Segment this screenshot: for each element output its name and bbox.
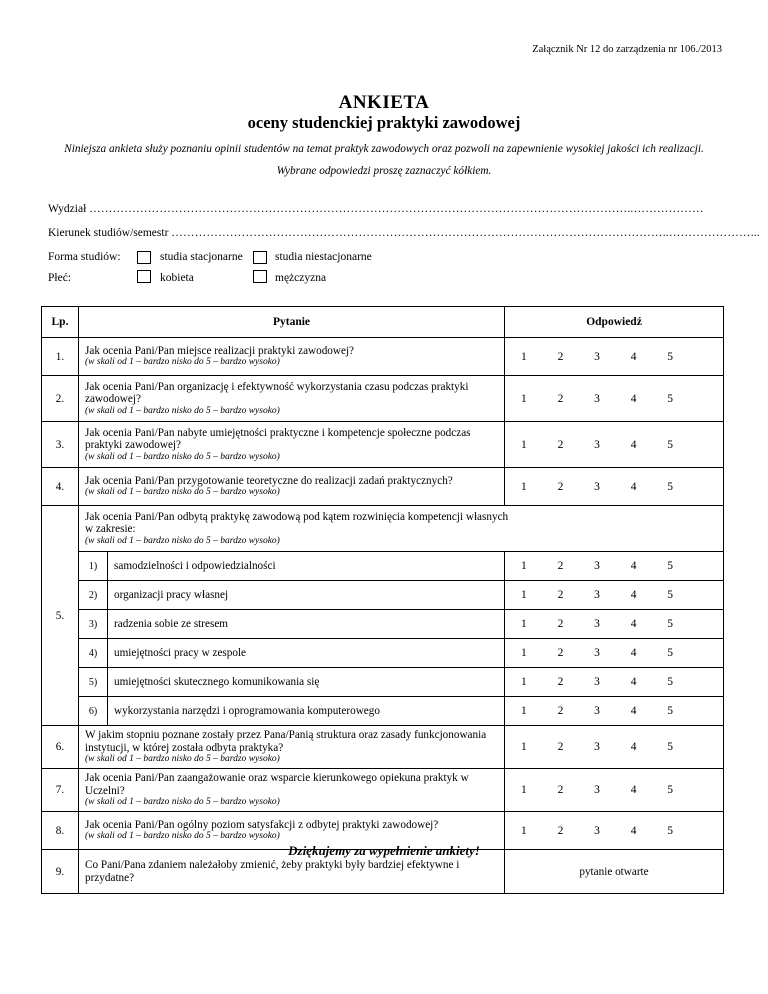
- scale-3[interactable]: 3: [594, 784, 600, 796]
- scale-1[interactable]: 1: [521, 589, 527, 601]
- question-text: [79, 422, 505, 468]
- scale-1[interactable]: 1: [521, 618, 527, 630]
- scale-1[interactable]: 1: [521, 560, 527, 572]
- male-checkbox[interactable]: [253, 270, 267, 283]
- question-row: [42, 769, 724, 812]
- scale-5[interactable]: 5: [667, 438, 673, 451]
- question-hint: (w skali od 1 – bardzo nisko do 5 – bardzo wysoko): [85, 535, 280, 546]
- question-text: [79, 506, 724, 552]
- question-label: Jak ocenia Pani/Pan nabyte umiejętności praktyczne i kompetencje społeczne podczas praktyki zawodowej?: [85, 426, 471, 451]
- scale-3[interactable]: 3: [594, 350, 600, 363]
- scale-3[interactable]: 3: [594, 705, 600, 717]
- sub-text: umiejętności skutecznego komunikowania się: [108, 668, 505, 697]
- scale-5[interactable]: 5: [667, 480, 673, 493]
- question-label: Co Pani/Pana zdaniem należałoby zmienić, żeby praktyki były bardziej efektywne i przydatne?: [85, 859, 460, 884]
- scale-5[interactable]: 5: [667, 618, 673, 630]
- scale-4[interactable]: 4: [630, 741, 637, 753]
- question-row: [42, 468, 724, 506]
- question-text: [79, 769, 505, 812]
- scale-5[interactable]: 5: [667, 392, 673, 405]
- scale-2[interactable]: 2: [557, 618, 564, 630]
- scale-2[interactable]: 2: [557, 741, 564, 753]
- question-row: [42, 422, 724, 468]
- scale-4[interactable]: 4: [630, 705, 637, 717]
- answer-scale[interactable]: [505, 581, 724, 610]
- scale-3[interactable]: 3: [594, 589, 600, 601]
- scale-5[interactable]: 5: [667, 676, 673, 688]
- intro-line-1: Niniejsza ankieta służy poznaniu opinii studentów na temat praktyk zawodowych oraz pozwoli na zapewnienie wysokiej jakości ich realizacji.: [64, 143, 704, 155]
- question-text: [79, 726, 505, 769]
- answer-scale[interactable]: [505, 552, 724, 581]
- scale-3[interactable]: 3: [594, 560, 600, 572]
- scale-1[interactable]: 1: [521, 392, 527, 405]
- scale-4[interactable]: 4: [630, 560, 637, 572]
- scale-1[interactable]: 1: [521, 741, 527, 753]
- sub-question-row: [42, 639, 724, 668]
- scale-2[interactable]: 2: [557, 350, 564, 363]
- answer-scale[interactable]: [505, 468, 724, 506]
- scale-5[interactable]: 5: [667, 824, 673, 837]
- answer-scale[interactable]: [505, 376, 724, 422]
- scale-3[interactable]: 3: [594, 647, 600, 659]
- question-label: W jakim stopniu poznane zostały przez Pana/Panią struktura oraz zasady funkcjonowania instytucji, w której została odbyta praktyka?: [85, 729, 487, 754]
- scale-5[interactable]: 5: [667, 350, 673, 363]
- question-hint: (w skali od 1 – bardzo nisko do 5 – bardzo wysoko): [85, 754, 280, 764]
- scale-4[interactable]: 4: [630, 784, 637, 796]
- question-number: 3.: [42, 422, 79, 468]
- scale-5[interactable]: 5: [667, 647, 673, 659]
- col-question: Pytanie: [79, 307, 505, 338]
- col-lp: Lp.: [42, 307, 79, 338]
- sub-question-row: [42, 610, 724, 639]
- male-label: mężczyzna: [275, 272, 327, 284]
- scale-2[interactable]: 2: [557, 589, 564, 601]
- question-number: 5.: [42, 506, 79, 726]
- female-label: kobieta: [160, 272, 194, 284]
- question-number: 1.: [42, 338, 79, 376]
- sub-text: wykorzystania narzędzi i oprogramowania komputerowego: [108, 697, 505, 726]
- scale-1[interactable]: 1: [521, 784, 527, 796]
- sub-number: 5): [79, 668, 108, 697]
- annex-note: Załącznik Nr 12 do zarządzenia nr 106./2013: [532, 44, 722, 55]
- form-label: Forma studiów:: [48, 251, 121, 263]
- scale-1[interactable]: 1: [521, 647, 527, 659]
- question-number: 2.: [42, 376, 79, 422]
- scale-5[interactable]: 5: [667, 705, 673, 717]
- sub-number: 1): [79, 552, 108, 581]
- survey-table: [41, 306, 724, 894]
- faculty-field[interactable]: [48, 203, 704, 215]
- question-row: [42, 338, 724, 376]
- scale-2[interactable]: 2: [557, 647, 564, 659]
- answer-scale[interactable]: [505, 338, 724, 376]
- scale-4[interactable]: 4: [630, 480, 637, 493]
- question-row: [42, 506, 724, 552]
- direction-label: Kierunek studiów/semestr: [48, 227, 169, 239]
- sub-question-row: [42, 552, 724, 581]
- scale-4[interactable]: 4: [630, 618, 637, 630]
- answer-scale[interactable]: [505, 668, 724, 697]
- question-label: Jak ocenia Pani/Pan miejsce realizacji praktyki zawodowej?: [85, 344, 355, 357]
- intro-line-2: Wybrane odpowiedzi proszę zaznaczyć kółkiem.: [276, 165, 492, 177]
- question-number: 6.: [42, 726, 79, 769]
- scale-1[interactable]: 1: [521, 705, 527, 717]
- scale-2[interactable]: 2: [557, 438, 564, 451]
- sub-question-row: [42, 581, 724, 610]
- scale-1[interactable]: 1: [521, 480, 527, 493]
- answer-scale[interactable]: [505, 422, 724, 468]
- question-number: 8.: [42, 812, 79, 850]
- question-hint: (w skali od 1 – bardzo nisko do 5 – bardzo wysoko): [85, 451, 280, 462]
- sub-question-row: [42, 697, 724, 726]
- sub-text: samodzielności i odpowiedzialności: [108, 552, 505, 581]
- scale-2[interactable]: 2: [557, 676, 564, 688]
- scale-4[interactable]: 4: [630, 438, 637, 451]
- scale-2[interactable]: 2: [557, 392, 564, 405]
- question-text: [79, 376, 505, 422]
- sub-question-row: [42, 668, 724, 697]
- page-subtitle: oceny studenckiej praktyki zawodowej: [247, 113, 521, 132]
- sub-text: radzenia sobie ze stresem: [108, 610, 505, 639]
- question-hint: (w skali od 1 – bardzo nisko do 5 – bardzo wysoko): [85, 405, 280, 416]
- scale-1[interactable]: 1: [521, 438, 527, 451]
- scale-3[interactable]: 3: [594, 741, 600, 753]
- scale-3[interactable]: 3: [594, 676, 600, 688]
- scale-5[interactable]: 5: [667, 560, 673, 572]
- sub-text: organizacji pracy własnej: [108, 581, 505, 610]
- open-answer[interactable]: pytanie otwarte: [505, 850, 724, 894]
- question-label: Jak ocenia Pani/Pan zaangażowanie oraz wsparcie kierunkowego opiekuna praktyk w Uczelni?: [85, 772, 469, 797]
- question-text: [79, 468, 505, 506]
- scale-4[interactable]: 4: [630, 350, 637, 363]
- scale-2[interactable]: 2: [557, 824, 564, 837]
- page-title: ANKIETA: [338, 92, 430, 113]
- sub-number: 4): [79, 639, 108, 668]
- sex-label: Płeć:: [48, 272, 71, 284]
- question-hint: (w skali od 1 – bardzo nisko do 5 – bardzo wysoko): [85, 357, 280, 368]
- question-label: Jak ocenia Pani/Pan przygotowanie teoretyczne do realizacji zadań praktycznych?: [85, 474, 453, 487]
- scale-3[interactable]: 3: [594, 392, 600, 405]
- question-label: Jak ocenia Pani/Pan ogólny poziom satysfakcji z odbytej praktyki zawodowej?: [85, 818, 439, 831]
- direction-dots: ………………………………………………………………………………………………………………..…………………...: [171, 227, 760, 239]
- scale-2[interactable]: 2: [557, 560, 564, 572]
- sub-number: 3): [79, 610, 108, 639]
- scale-4[interactable]: 4: [630, 647, 637, 659]
- faculty-label: Wydział: [48, 203, 87, 215]
- col-answer: Odpowiedź: [505, 307, 724, 338]
- female-checkbox[interactable]: [137, 270, 151, 283]
- sub-number: 6): [79, 697, 108, 726]
- sub-number: 2): [79, 581, 108, 610]
- thanks-note: Dziękujemy za wypełnienie ankiety!: [288, 843, 480, 858]
- scale-3[interactable]: 3: [594, 618, 600, 630]
- scale-4[interactable]: 4: [630, 824, 637, 837]
- scale-5[interactable]: 5: [667, 784, 673, 796]
- scale-4[interactable]: 4: [630, 589, 637, 601]
- scale-4[interactable]: 4: [630, 392, 637, 405]
- direction-field[interactable]: [48, 227, 760, 239]
- scale-5[interactable]: 5: [667, 589, 673, 601]
- scale-2[interactable]: 2: [557, 784, 564, 796]
- scale-3[interactable]: 3: [594, 824, 600, 837]
- stationary-label: studia stacjonarne: [160, 251, 243, 263]
- question-text: [79, 338, 505, 376]
- answer-scale[interactable]: [505, 639, 724, 668]
- answer-scale[interactable]: [505, 769, 724, 812]
- answer-scale[interactable]: [505, 610, 724, 639]
- scale-2[interactable]: 2: [557, 480, 564, 493]
- nonstationary-checkbox[interactable]: [253, 251, 267, 264]
- sub-text: umiejętności pracy w zespole: [108, 639, 505, 668]
- scale-1[interactable]: 1: [521, 676, 527, 688]
- question-row: [42, 376, 724, 422]
- question-row: [42, 726, 724, 769]
- answer-scale[interactable]: [505, 726, 724, 769]
- question-hint: (w skali od 1 – bardzo nisko do 5 – bardzo wysoko): [85, 797, 280, 807]
- nonstationary-label: studia niestacjonarne: [275, 251, 372, 263]
- question-number: 4.: [42, 468, 79, 506]
- scale-3[interactable]: 3: [594, 438, 600, 451]
- faculty-dots: …………………………………………………………………………………………………………………………..………………: [89, 203, 704, 215]
- question-hint: (w skali od 1 – bardzo nisko do 5 – bardzo wysoko): [85, 487, 280, 498]
- scale-4[interactable]: 4: [630, 676, 637, 688]
- question-label: Jak ocenia Pani/Pan organizację i efektywność wykorzystania czasu podczas praktyki zawodowej?: [85, 380, 469, 405]
- stationary-checkbox[interactable]: [137, 251, 151, 264]
- answer-scale[interactable]: [505, 697, 724, 726]
- scale-2[interactable]: 2: [557, 705, 564, 717]
- question-number: 9.: [42, 850, 79, 894]
- scale-1[interactable]: 1: [521, 824, 527, 837]
- intro-text: [30, 138, 738, 182]
- question-hint: (w skali od 1 – bardzo nisko do 5 – bardzo wysoko): [85, 831, 280, 842]
- scale-3[interactable]: 3: [594, 480, 600, 493]
- question-label: Jak ocenia Pani/Pan odbytą praktykę zawodową pod kątem rozwinięcia kompetencji własnych w zakresie:: [85, 510, 509, 535]
- scale-1[interactable]: 1: [521, 350, 527, 363]
- question-number: 7.: [42, 769, 79, 812]
- scale-5[interactable]: 5: [667, 741, 673, 753]
